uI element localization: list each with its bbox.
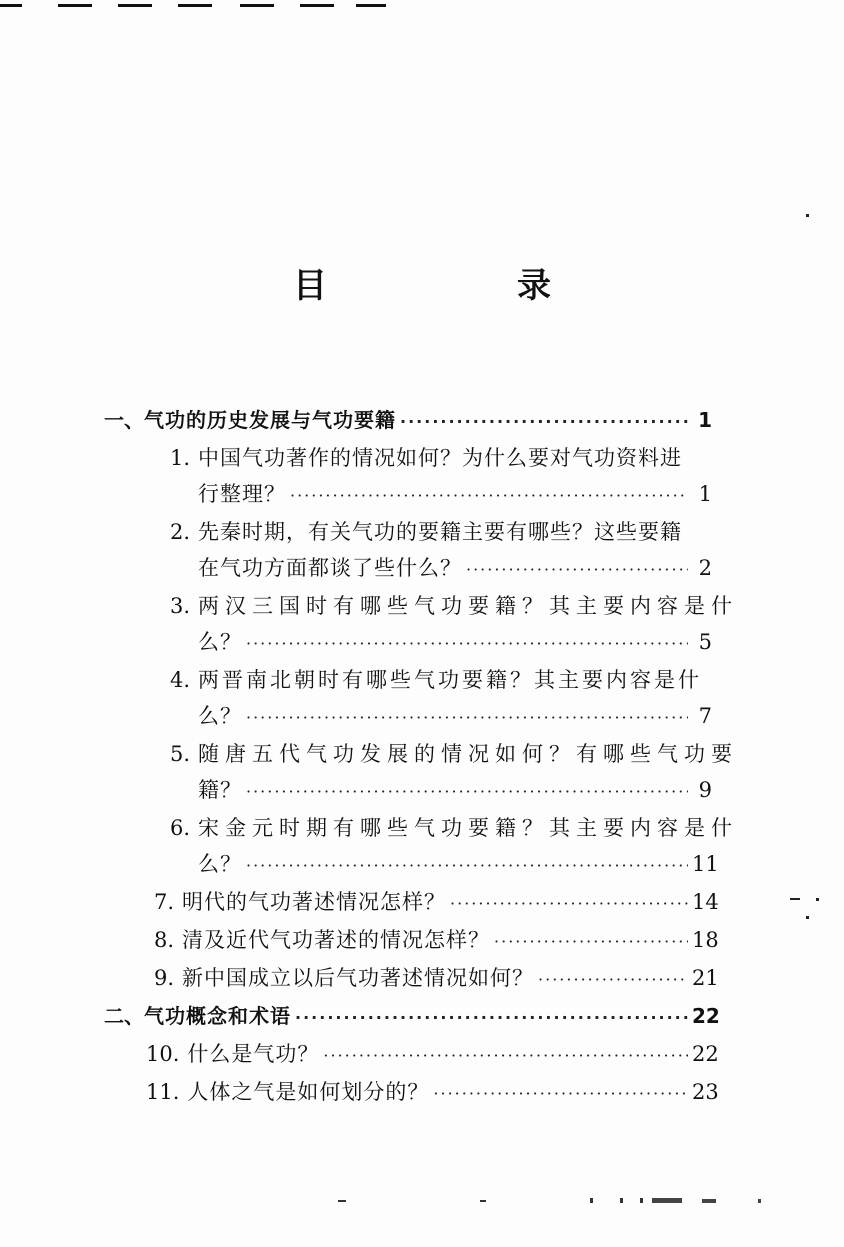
page-number: 1 (698, 408, 712, 432)
toc-item (154, 588, 744, 624)
toc-item-continuation (198, 772, 712, 808)
item-number: 8. (154, 928, 175, 952)
item-title: 行整理？ (198, 482, 286, 506)
item-number: 5. (169, 742, 190, 766)
scan-mark (178, 4, 212, 7)
toc-item (154, 662, 744, 698)
item-number: 7. (154, 890, 175, 914)
item-title: 么？ (198, 704, 242, 728)
scan-mark (0, 4, 22, 7)
page-number: 22 (692, 1004, 720, 1028)
item-title: 两汉三国时有哪些气功要籍？其主要内容是什 (198, 594, 738, 618)
scan-mark (300, 4, 334, 7)
toc-item-continuation (198, 550, 712, 586)
page-number: 9 (698, 778, 712, 802)
scan-mark (356, 4, 386, 7)
dot-leader (246, 772, 688, 810)
item-title: 中国气功著作的情况如何？为什么要对气功资料进 (198, 446, 682, 470)
item-number: 3. (169, 594, 190, 618)
scan-speck (790, 898, 800, 900)
scan-mark (58, 4, 92, 7)
dot-leader (494, 922, 688, 960)
item-number: 6. (169, 816, 190, 840)
toc-item (146, 1074, 719, 1110)
dot-leader (246, 698, 688, 736)
page-number: 23 (692, 1080, 719, 1104)
item-number: 10. (146, 1042, 180, 1066)
dot-leader (246, 624, 688, 662)
item-title: 人体之气是如何划分的？ (187, 1080, 430, 1104)
dot-leader (400, 402, 688, 440)
scan-speck (816, 898, 819, 901)
item-title: 随唐五代气功发展的情况如何？有哪些气功要 (198, 742, 738, 766)
item-number: 11. (146, 1080, 180, 1104)
item-title: 籍？ (198, 778, 242, 802)
item-number: 2. (169, 520, 190, 544)
item-number: 9. (154, 966, 175, 990)
page-number: 7 (698, 704, 712, 728)
page-number: 21 (692, 966, 719, 990)
page-number: 18 (692, 928, 719, 952)
page-title: 目 录 (293, 266, 629, 306)
chapter-number: 二、 (104, 1004, 144, 1028)
dot-leader (246, 846, 688, 884)
toc-item (146, 1036, 719, 1072)
page-number: 1 (698, 482, 712, 506)
dot-leader (466, 550, 688, 588)
chapter-title: 气功的历史发展与气功要籍 (144, 408, 396, 432)
item-title: 两晋南北朝时有哪些气功要籍？其主要内容是什 (198, 668, 702, 692)
toc-item-continuation (198, 624, 712, 660)
item-title: 清及近代气功著述的情况怎样？ (182, 928, 491, 952)
dot-leader (433, 1074, 688, 1112)
dot-leader (295, 998, 688, 1036)
page-number: 2 (698, 556, 712, 580)
item-title: 明代的气功著述情况怎样？ (182, 890, 447, 914)
page-number: 5 (698, 630, 712, 654)
toc-item-continuation (198, 476, 712, 512)
dot-leader (323, 1036, 688, 1074)
item-title: 什么是气功？ (187, 1042, 320, 1066)
toc-item (154, 884, 719, 920)
chapter-title: 气功概念和术语 (144, 1004, 291, 1028)
item-number: 4. (169, 668, 190, 692)
item-title: 在气功方面都谈了些什么？ (198, 556, 462, 580)
item-number: 1. (169, 446, 190, 470)
scan-speck (806, 214, 809, 217)
toc-chapter (104, 998, 720, 1034)
page-number: 14 (692, 890, 719, 914)
scan-bleed-marks (330, 1196, 790, 1206)
toc-item (154, 810, 744, 846)
toc-item (154, 922, 719, 958)
item-title: 么？ (198, 852, 242, 876)
item-title: 么？ (198, 630, 242, 654)
chapter-number: 一、 (104, 408, 144, 432)
toc-item (154, 514, 744, 550)
scan-mark (240, 4, 274, 7)
toc-item-continuation (198, 698, 712, 734)
item-title: 新中国成立以后气功著述情况如何？ (182, 966, 535, 990)
dot-leader (290, 476, 688, 514)
toc-chapter (104, 402, 712, 438)
item-title: 宋金元时期有哪些气功要籍？其主要内容是什 (198, 816, 738, 840)
scan-mark (118, 4, 152, 7)
item-title: 先秦时期，有关气功的要籍主要有哪些？这些要籍 (198, 520, 682, 544)
toc-item (154, 960, 719, 996)
page-number: 11 (692, 852, 719, 876)
toc-item (154, 736, 744, 772)
dot-leader (450, 884, 688, 922)
dot-leader (538, 960, 688, 998)
toc-item (154, 440, 744, 476)
scan-speck (806, 916, 809, 919)
page-number: 22 (692, 1042, 719, 1066)
toc-item-continuation (198, 846, 719, 882)
